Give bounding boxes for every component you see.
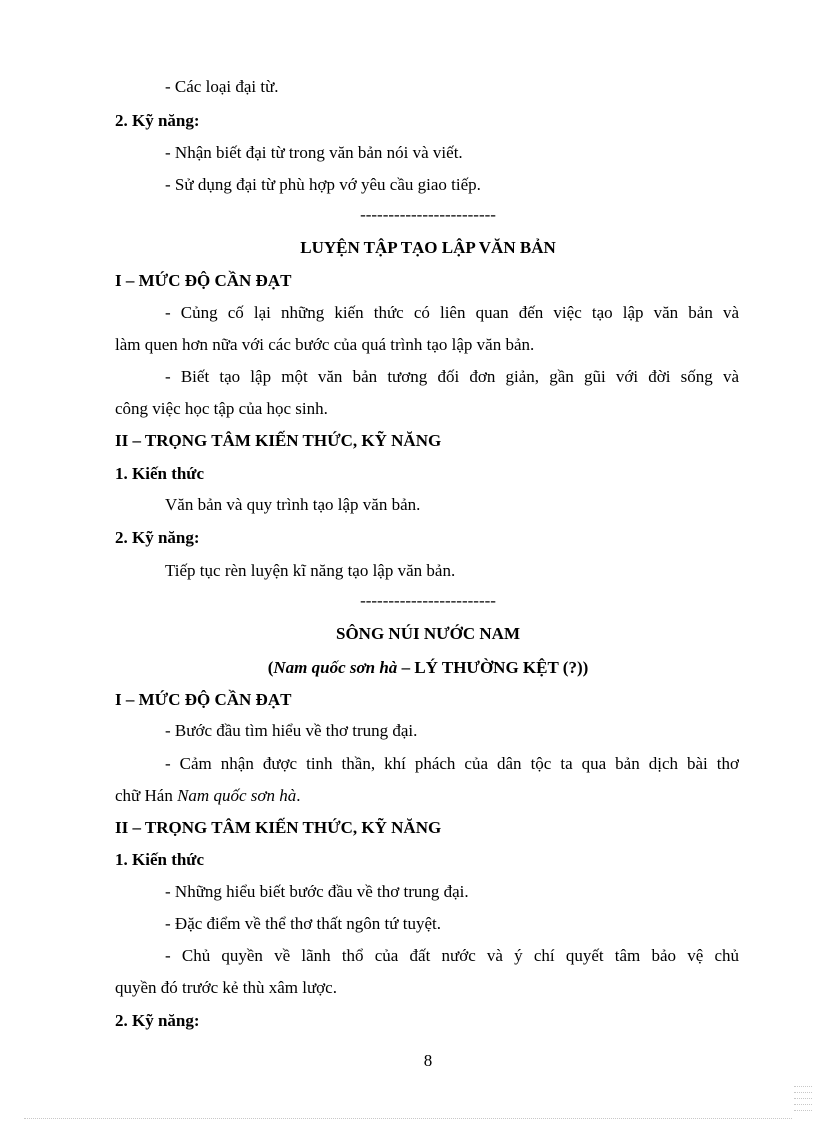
skill-item-recognize: - Nhận biết đại từ trong văn bản nói và viết. — [165, 143, 463, 162]
section-skills-heading: 2. Kỹ năng: — [115, 111, 200, 130]
section-separator-2: ------------------------ — [360, 591, 496, 610]
knowledge-item-sovereignty-line2: quyền đó trước kẻ thù xâm lược. — [115, 978, 337, 997]
page-bottom-border — [24, 1118, 792, 1119]
section-objectives-heading-2: I – MỨC ĐỘ CẦN ĐẠT — [115, 690, 292, 709]
knowledge-item: Văn bản và quy trình tạo lập văn bản. — [165, 495, 421, 514]
poem-title-italic: Nam quốc sơn hà — [177, 786, 297, 805]
knowledge-item-sovereignty-line1: - Chủ quyền về lãnh thổ của đất nước và ý chí quyết tâm bảo vệ chủ — [165, 946, 739, 965]
section-separator: ------------------------ — [360, 205, 496, 224]
subsection-knowledge-heading-2: 1. Kiến thức — [115, 850, 205, 869]
subsection-skills-heading: 2. Kỹ năng: — [115, 528, 200, 547]
objective-item-line2: làm quen hơn nữa với các bước của quá trình tạo lập văn bản. — [115, 335, 535, 354]
lesson-subtitle — [0, 658, 816, 678]
subsection-knowledge-heading: 1. Kiến thức — [115, 464, 205, 483]
page-number: 8 — [423, 1051, 433, 1070]
section-focus-heading: II – TRỌNG TÂM KIẾN THỨC, KỸ NĂNG — [115, 431, 442, 450]
skill-item-use: - Sử dụng đại từ phù hợp vớ yêu cầu giao tiếp. — [165, 175, 481, 194]
objective-item2-line1: - Biết tạo lập một văn bản tương đối đơn giản, gần gũi với đời sống và — [165, 367, 739, 386]
subtitle-poem-name: Nam quốc sơn hà — [273, 658, 398, 677]
section-focus-heading-2: II – TRỌNG TÂM KIẾN THỨC, KỸ NĂNG — [115, 818, 442, 837]
subtitle-open-paren: ( — [267, 658, 274, 677]
objective-item-spirit-line2 — [115, 786, 300, 806]
objective-item2-line2: công việc học tập của học sinh. — [115, 399, 328, 418]
lesson-title-song-nui: SÔNG NÚI NƯỚC NAM — [335, 624, 520, 643]
subtitle-author: – LÝ THƯỜNG KỆT (?)) — [397, 658, 589, 677]
text-run: chữ Hán — [115, 786, 178, 805]
objective-item-poetry: - Bước đầu tìm hiểu về thơ trung đại. — [165, 721, 418, 740]
knowledge-item-pronoun-types: - Các loại đại từ. — [165, 77, 279, 96]
text-run-end: . — [296, 786, 301, 805]
objective-item-line1: - Củng cố lại những kiến thức có liên quan đến việc tạo lập văn bản và — [165, 303, 739, 322]
knowledge-item-poetry: - Những hiểu biết bước đầu về thơ trung đại. — [165, 882, 469, 901]
page-corner-marks — [794, 1086, 812, 1116]
section-objectives-heading: I – MỨC ĐỘ CẦN ĐẠT — [115, 271, 292, 290]
lesson-title-luyen-tap: LUYỆN TẬP TẠO LẬP VĂN BẢN — [300, 238, 556, 257]
subsection-skills-heading-2: 2. Kỹ năng: — [115, 1011, 200, 1030]
skill-item: Tiếp tục rèn luyện kĩ năng tạo lập văn bản. — [165, 561, 456, 580]
knowledge-item-form: - Đặc điểm về thể thơ thất ngôn tứ tuyệt. — [165, 914, 441, 933]
objective-item-spirit-line1: - Cảm nhận được tinh thần, khí phách của dân tộc ta qua bản dịch bài thơ — [165, 754, 739, 773]
